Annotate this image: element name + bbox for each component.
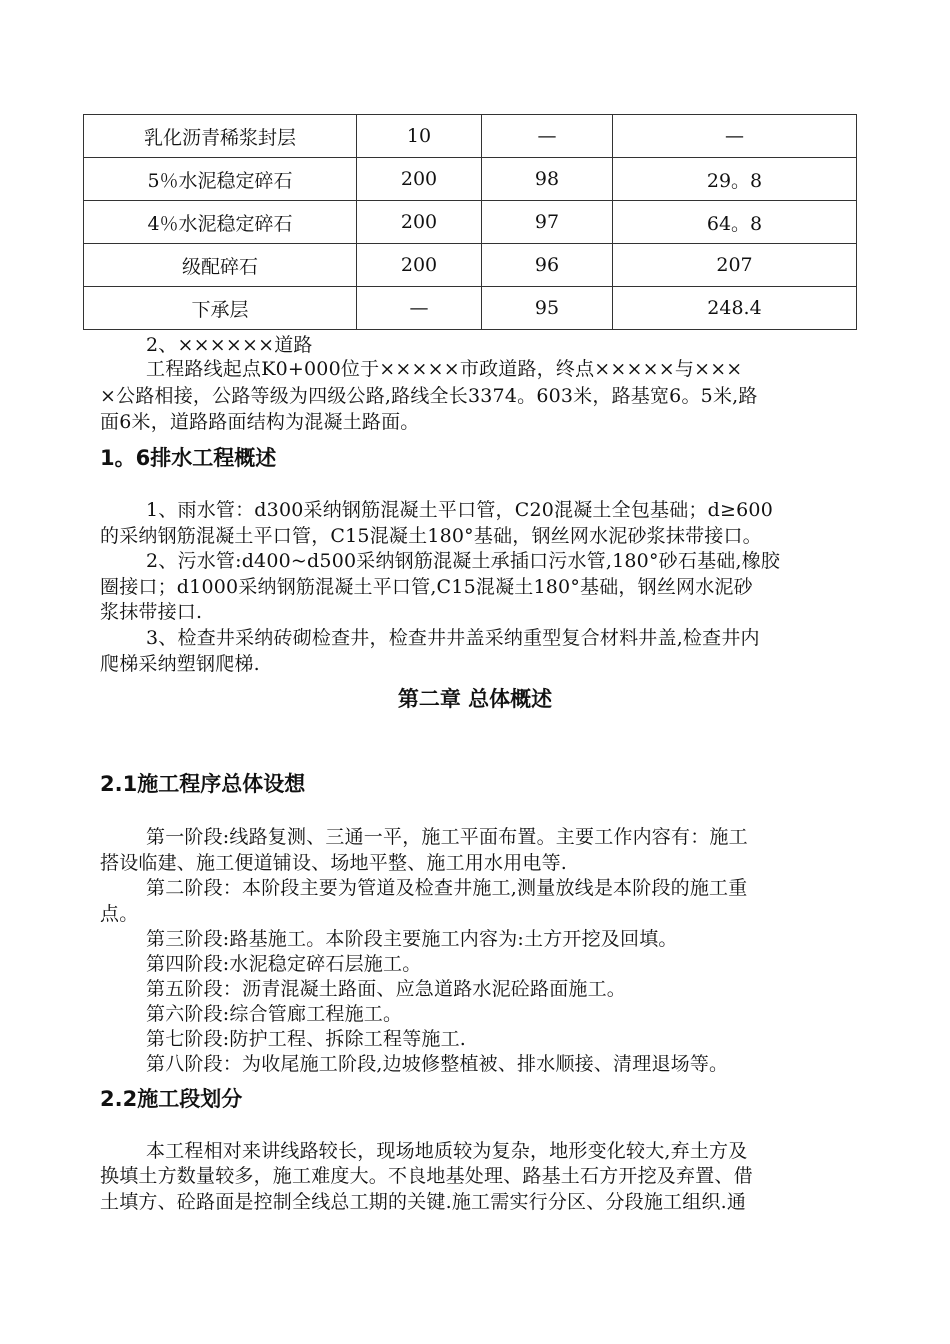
table-cell: 5％水泥稳定碎石 — [84, 158, 357, 201]
table-cell: 级配碎石 — [84, 244, 357, 287]
table-cell: — — [357, 287, 482, 330]
paragraph-line: 换填土方数量较多，施工难度大。不良地基处理、路基土石方开挖及弃置、借 — [100, 1165, 753, 1187]
table-cell: 95 — [482, 287, 613, 330]
paragraph-line: 爬梯采纳塑钢爬梯. — [100, 653, 260, 675]
paragraph-line: 的采纳钢筋混凝土平口管，C15混凝土180°基础，钢丝网水泥砂浆抹带接口。 — [100, 525, 762, 547]
table-cell: — — [613, 115, 857, 158]
paragraph-line: ×公路相接，公路等级为四级公路,路线全长3374。603米，路基宽6。5米,路 — [100, 385, 758, 407]
table-row — [84, 287, 857, 330]
table-cell: 200 — [357, 201, 482, 244]
table-cell: 207 — [613, 244, 857, 287]
section-heading-2-2: 2.2施工段划分 — [100, 1087, 243, 1111]
paragraph-line: 面6米，道路路面结构为混凝土路面。 — [100, 411, 420, 433]
paragraph-line: 3、检查井采纳砖砌检查井，检查井井盖采纳重型复合材料井盖,检查井内 — [146, 627, 760, 649]
paragraph-line: 1、雨水管：d300采纳钢筋混凝土平口管，C20混凝土全包基础；d≥600 — [146, 499, 773, 521]
table-cell: 97 — [482, 201, 613, 244]
table-cell: 下承层 — [84, 287, 357, 330]
paragraph-line: 第四阶段:水泥稳定碎石层施工。 — [146, 953, 422, 975]
paragraph-line: 本工程相对来讲线路较长，现场地质较为复杂，地形变化较大,弃土方及 — [146, 1140, 748, 1162]
table-cell: 200 — [357, 158, 482, 201]
pavement-structure-table — [83, 114, 857, 330]
table-row — [84, 201, 857, 244]
table-cell: 200 — [357, 244, 482, 287]
paragraph-line: 土填方、砼路面是控制全线总工期的关键.施工需实行分区、分段施工组织.通 — [100, 1191, 747, 1213]
table-row — [84, 158, 857, 201]
paragraph-line: 圈接口；d1000采纳钢筋混凝土平口管,C15混凝土180°基础，钢丝网水泥砂 — [100, 576, 753, 598]
chapter-title: 第二章 总体概述 — [397, 687, 553, 711]
table-row — [84, 115, 857, 158]
table-cell: 248.4 — [613, 287, 857, 330]
table-cell: 64。8 — [613, 201, 857, 244]
paragraph-line: 第七阶段:防护工程、拆除工程等施工. — [146, 1028, 467, 1050]
paragraph-line: 第三阶段:路基施工。本阶段主要施工内容为:土方开挖及回填。 — [146, 928, 678, 950]
paragraph-line: 2、污水管:d400~d500采纳钢筋混凝土承插口污水管,180°砂石基础,橡胶 — [146, 550, 781, 572]
paragraph-line: 第八阶段：为收尾施工阶段,边坡修整植被、排水顺接、清理退场等。 — [146, 1053, 729, 1075]
table-cell: 96 — [482, 244, 613, 287]
table-cell: 98 — [482, 158, 613, 201]
paragraph-line: 第五阶段：沥青混凝土路面、应急道路水泥砼路面施工。 — [146, 978, 627, 1000]
table-cell: — — [482, 115, 613, 158]
paragraph-line: 第一阶段:线路复测、三通一平，施工平面布置。主要工作内容有：施工 — [146, 826, 748, 848]
table-cell: 10 — [357, 115, 482, 158]
paragraph-line: 点。 — [100, 903, 139, 925]
table-row — [84, 244, 857, 287]
section-heading-2-1: 2.1施工程序总体设想 — [100, 772, 306, 796]
paragraph-line: 第二阶段：本阶段主要为管道及检查井施工,测量放线是本阶段的施工重 — [146, 877, 748, 899]
table-cell: 29。8 — [613, 158, 857, 201]
paragraph-line: 第六阶段:综合管廊工程施工。 — [146, 1003, 403, 1025]
section-heading-1-6: 1。6排水工程概述 — [100, 446, 277, 470]
table-cell: 乳化沥青稀浆封层 — [84, 115, 357, 158]
table-cell: 4％水泥稳定碎石 — [84, 201, 357, 244]
paragraph-line: 浆抹带接口. — [100, 601, 203, 623]
paragraph-line: 搭设临建、施工便道铺设、场地平整、施工用水用电等. — [100, 852, 568, 874]
road-2-title: 2、××××××道路 — [146, 334, 313, 356]
paragraph-line: 工程路线起点K0+000位于×××××市政道路，终点×××××与××× — [146, 358, 743, 380]
